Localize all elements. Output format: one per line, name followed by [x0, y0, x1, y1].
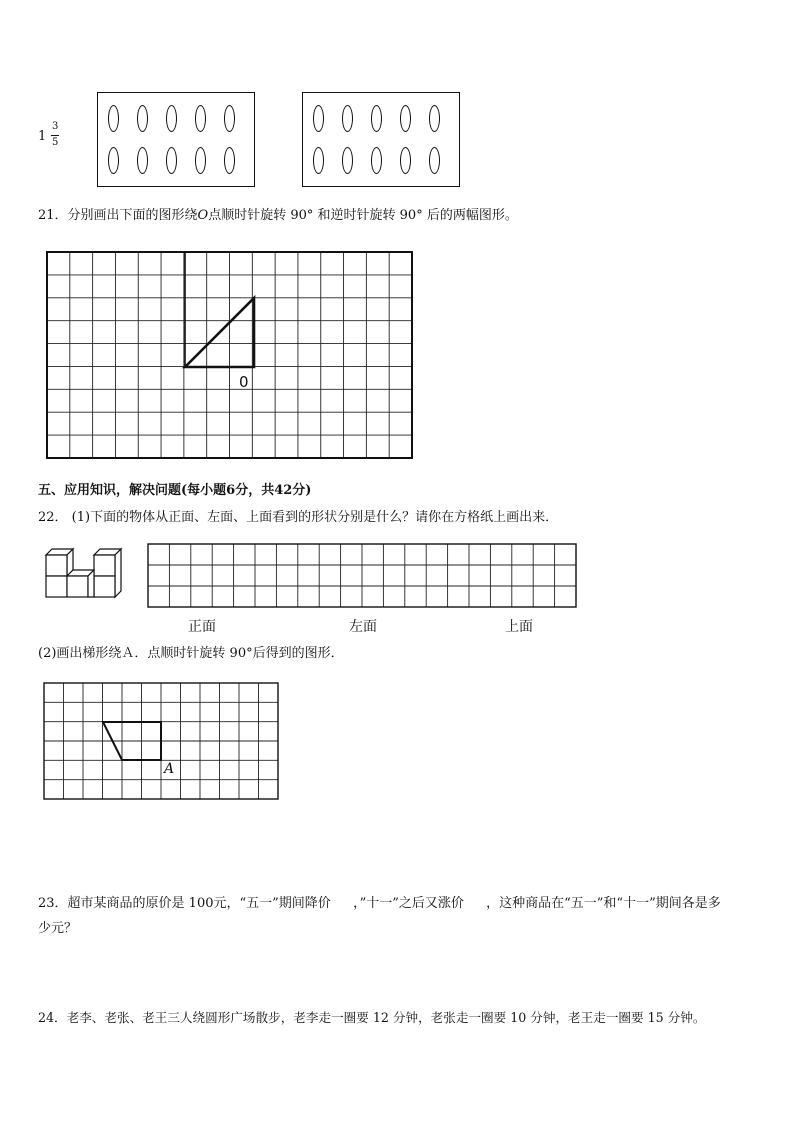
view-label-front: 正面 — [188, 619, 216, 635]
fraction-denominator: 5 — [52, 137, 59, 148]
point-o-label: 0 — [239, 373, 249, 391]
question-23-line1 — [38, 894, 721, 914]
q23-line1-end: ，这种商品在“五一”和“十一”期间各是多 — [486, 896, 721, 911]
q21-text-start: 21．分别画出下面的图形绕 — [38, 208, 198, 223]
point-a-label: A — [164, 761, 175, 777]
q23-line1-start: 23．超市某商品的原价是 100元，“五一”期间降价 — [38, 896, 331, 911]
view-label-left: 左面 — [349, 619, 377, 635]
section-5-title: 五、应用知识，解决问题(每小题6分，共42分) — [38, 483, 312, 498]
q23-line1-mid: ，”十一”之后又涨价 — [353, 896, 464, 911]
question-24-text: 24．老李、老张、老王三人绕圆形广场散步，老李走一圈要 12 分钟，老张走一圈要 10 分钟，老王走一圈要 15 分钟。 — [38, 1010, 706, 1025]
q21-text-end: 点顺时针旋转 90° 和逆时针旋转 90° 后的两幅图形。 — [208, 208, 518, 223]
question-22-part2-text: (2)画出梯形绕Ａ．点顺时针旋转 90°后得到的图形． — [38, 646, 344, 661]
q21-point-name: O — [197, 208, 209, 223]
question-23-line2: 少元？ — [38, 921, 78, 936]
question-22-part1-text: 22． (1)下面的物体从正面、左面、上面看到的形状分别是什么？请你在方格纸上画出来． — [38, 510, 559, 525]
view-label-top: 上面 — [505, 619, 533, 635]
fraction-numerator: 3 — [52, 121, 59, 132]
fraction-whole: 1 — [38, 129, 47, 144]
